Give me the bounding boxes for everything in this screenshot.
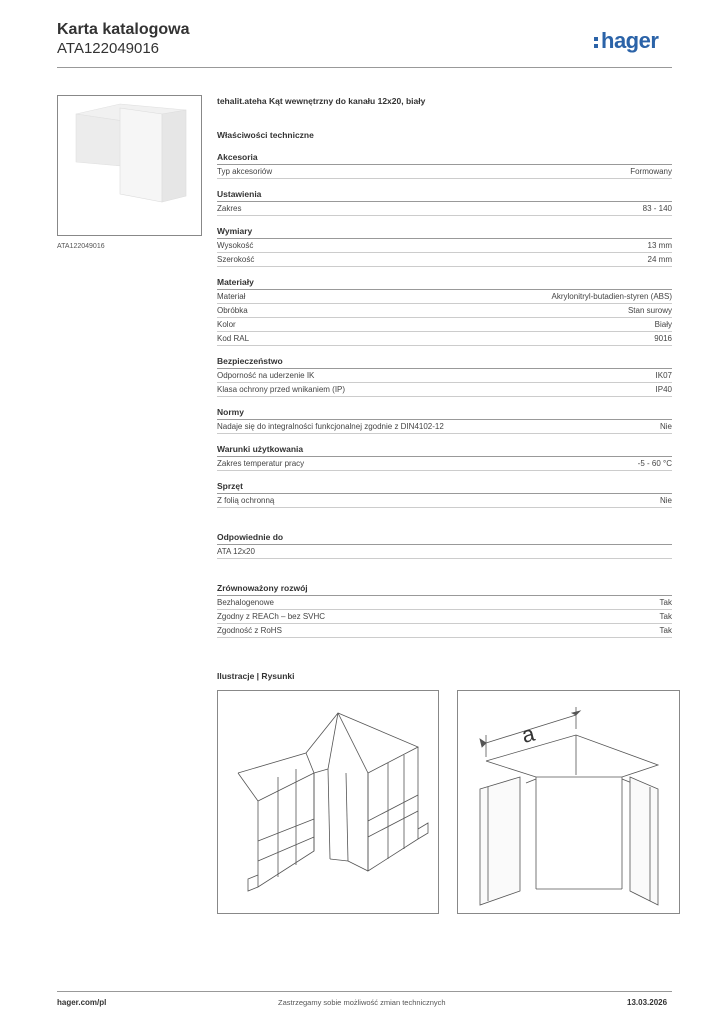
spec-value: Biały (654, 320, 672, 329)
footer-website[interactable]: hager.com/pl (57, 998, 107, 1007)
spec-group-sustainability (217, 583, 672, 638)
spec-label: Materiał (217, 292, 246, 301)
spec-value: Nie (659, 496, 672, 505)
corner-piece-photo-icon (58, 96, 201, 235)
spec-value: 83 - 140 (642, 204, 672, 213)
illustrations-title: Ilustracje | Rysunki (217, 671, 295, 681)
spec-row (217, 624, 672, 638)
spec-value: Formowany (630, 167, 672, 176)
spec-row (217, 596, 672, 610)
spec-value: -5 - 60 °C (637, 459, 672, 468)
spec-label: Nadaje się do integralności funkcjonalnej zgodnie z DIN4102-12 (217, 422, 444, 431)
spec-group-title: Sprzęt (217, 481, 672, 494)
corner-3d-drawing-icon (218, 691, 438, 913)
product-title: tehalit.ateha Kąt wewnętrzny do kanału 12x20, biały (217, 96, 426, 106)
spec-group-title: Ustawienia (217, 189, 672, 202)
spec-value: Tak (659, 598, 672, 607)
spec-label: Klasa ochrony przed wnikaniem (IP) (217, 385, 346, 394)
spec-group-title: Akcesoria (217, 152, 672, 165)
spec-value: Nie (659, 422, 672, 431)
spec-row (217, 545, 672, 559)
spec-group (217, 189, 672, 216)
spec-group-title: Materiały (217, 277, 672, 290)
suitable-title: Odpowiednie do (217, 532, 672, 545)
spec-group-suitable (217, 532, 672, 559)
dimension-label: a (519, 720, 538, 748)
spec-group (217, 407, 672, 434)
spec-group (217, 226, 672, 267)
spec-value: Tak (659, 612, 672, 621)
spec-row (217, 165, 672, 179)
spec-value: Stan surowy (627, 306, 672, 315)
logo-text: hager (601, 28, 659, 53)
technical-heading: Właściwości techniczne (217, 130, 314, 140)
spec-group-title: Normy (217, 407, 672, 420)
spec-label: Odporność na uderzenie IK (217, 371, 315, 380)
header-divider (57, 67, 672, 68)
footer-notice: Zastrzegamy sobie możliwość zmian technicznych (278, 998, 446, 1007)
spec-label: Obróbka (217, 306, 248, 315)
corner-dimension-drawing-icon (458, 691, 679, 913)
spec-row (217, 318, 672, 332)
spec-value: IP40 (655, 385, 672, 394)
thumbnail-caption: ATA122049016 (57, 243, 105, 250)
spec-row (217, 457, 672, 471)
spec-group (217, 444, 672, 471)
spec-label: Zgodność z RoHS (217, 626, 282, 635)
spec-value: 9016 (654, 334, 672, 343)
spec-row (217, 610, 672, 624)
product-thumbnail (57, 95, 202, 236)
spec-value: IK07 (655, 371, 672, 380)
product-code: ATA122049016 (57, 40, 160, 57)
spec-label: Zgodny z REACh – bez SVHC (217, 612, 326, 621)
document-title: Karta katalogowa (57, 21, 190, 38)
logo-dots-icon (594, 34, 599, 48)
spec-row (217, 304, 672, 318)
illustration-dimension (457, 690, 680, 914)
footer-divider (57, 991, 672, 992)
spec-row (217, 420, 672, 434)
spec-label: Wysokość (217, 241, 254, 250)
spec-row (217, 290, 672, 304)
spec-label: Szerokość (217, 255, 255, 264)
spec-row (217, 332, 672, 346)
spec-value: Akrylonitryl-butadien-styren (ABS) (551, 292, 672, 301)
spec-content (217, 96, 672, 638)
spec-label: ATA 12x20 (217, 547, 255, 556)
spec-group (217, 481, 672, 508)
spec-label: Zakres temperatur pracy (217, 459, 305, 468)
spec-group (217, 277, 672, 346)
spec-group (217, 356, 672, 397)
hager-logo (594, 28, 658, 54)
spec-group-title: Bezpieczeństwo (217, 356, 672, 369)
spec-label: Z folią ochronną (217, 496, 275, 505)
spec-value: Tak (659, 626, 672, 635)
spec-label: Zakres (217, 204, 242, 213)
spec-group-title: Wymiary (217, 226, 672, 239)
illustration-3d (217, 690, 439, 914)
spec-row (217, 369, 672, 383)
footer-date: 13.03.2026 (627, 998, 668, 1007)
spec-label: Kod RAL (217, 334, 250, 343)
spec-value: 13 mm (647, 241, 672, 250)
spec-label: Typ akcesoriów (217, 167, 273, 176)
spec-row (217, 383, 672, 397)
spec-row (217, 253, 672, 267)
spec-row (217, 239, 672, 253)
sustainability-title: Zrównoważony rozwój (217, 583, 672, 596)
spec-label: Kolor (217, 320, 236, 329)
spec-group-title: Warunki użytkowania (217, 444, 672, 457)
spec-label: Bezhalogenowe (217, 598, 274, 607)
spec-value: 24 mm (647, 255, 672, 264)
spec-row (217, 494, 672, 508)
spec-row (217, 202, 672, 216)
spec-groups (217, 152, 672, 508)
spec-group (217, 152, 672, 179)
